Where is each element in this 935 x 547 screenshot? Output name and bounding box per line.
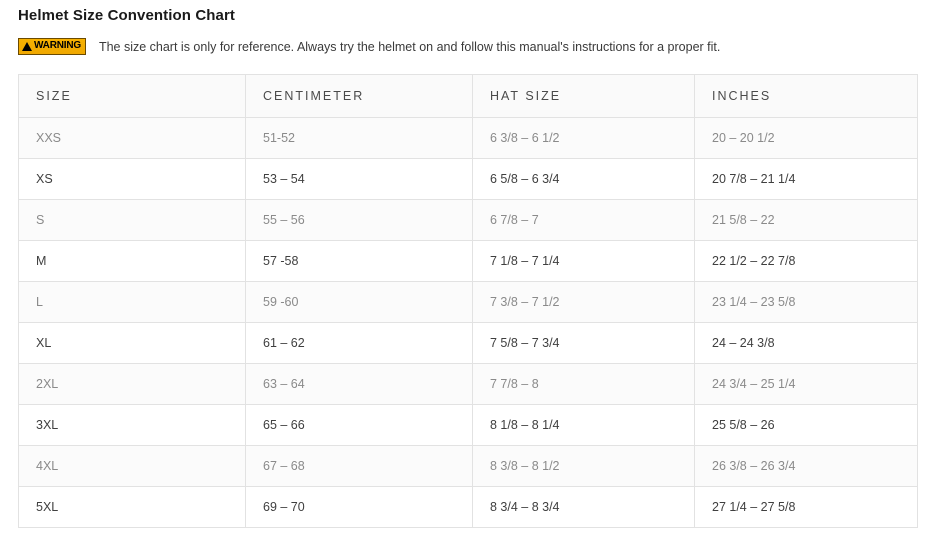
warning-badge	[18, 38, 86, 55]
cell-hat-size: 8 3/8 – 8 1/2	[473, 446, 695, 487]
table-row	[19, 446, 918, 487]
cell-inches: 24 – 24 3/8	[695, 323, 918, 364]
warning-notice-text: The size chart is only for reference. Always try the helmet on and follow this manual's instructions for a proper fit.	[98, 39, 721, 54]
warning-notice	[18, 38, 917, 55]
cell-hat-size: 7 3/8 – 7 1/2	[473, 282, 695, 323]
table-header-row	[19, 75, 918, 118]
table-row	[19, 487, 918, 528]
cell-hat-size: 7 5/8 – 7 3/4	[473, 323, 695, 364]
cell-size: 5XL	[19, 487, 246, 528]
table-row	[19, 200, 918, 241]
table-header	[19, 75, 918, 118]
column-header-hat-size: HAT SIZE	[473, 75, 695, 118]
cell-inches: 20 7/8 – 21 1/4	[695, 159, 918, 200]
cell-hat-size: 7 7/8 – 8	[473, 364, 695, 405]
table-row	[19, 405, 918, 446]
cell-inches: 27 1/4 – 27 5/8	[695, 487, 918, 528]
table-row	[19, 323, 918, 364]
cell-size: XS	[19, 159, 246, 200]
page-title: Helmet Size Convention Chart	[18, 7, 235, 24]
cell-size: 3XL	[19, 405, 246, 446]
cell-centimeter: 61 – 62	[246, 323, 473, 364]
cell-inches: 25 5/8 – 26	[695, 405, 918, 446]
cell-size: XXS	[19, 118, 246, 159]
cell-hat-size: 6 5/8 – 6 3/4	[473, 159, 695, 200]
table-row	[19, 159, 918, 200]
cell-hat-size: 6 3/8 – 6 1/2	[473, 118, 695, 159]
cell-centimeter: 59 -60	[246, 282, 473, 323]
cell-inches: 26 3/8 – 26 3/4	[695, 446, 918, 487]
cell-size: M	[19, 241, 246, 282]
cell-centimeter: 57 -58	[246, 241, 473, 282]
cell-inches: 24 3/4 – 25 1/4	[695, 364, 918, 405]
warning-badge-label: WARNING	[34, 40, 81, 51]
table-row	[19, 364, 918, 405]
cell-centimeter: 65 – 66	[246, 405, 473, 446]
cell-centimeter: 67 – 68	[246, 446, 473, 487]
cell-hat-size: 7 1/8 – 7 1/4	[473, 241, 695, 282]
cell-centimeter: 53 – 54	[246, 159, 473, 200]
cell-size: S	[19, 200, 246, 241]
cell-hat-size: 8 3/4 – 8 3/4	[473, 487, 695, 528]
cell-centimeter: 69 – 70	[246, 487, 473, 528]
cell-centimeter: 51-52	[246, 118, 473, 159]
cell-size: L	[19, 282, 246, 323]
size-chart-table	[18, 74, 918, 528]
cell-size: XL	[19, 323, 246, 364]
column-header-size: SIZE	[19, 75, 246, 118]
table-row	[19, 241, 918, 282]
warning-triangle-icon	[22, 42, 32, 51]
cell-hat-size: 6 7/8 – 7	[473, 200, 695, 241]
cell-inches: 20 – 20 1/2	[695, 118, 918, 159]
cell-inches: 21 5/8 – 22	[695, 200, 918, 241]
cell-size: 4XL	[19, 446, 246, 487]
column-header-inches: INCHES	[695, 75, 918, 118]
cell-inches: 22 1/2 – 22 7/8	[695, 241, 918, 282]
cell-size: 2XL	[19, 364, 246, 405]
cell-centimeter: 63 – 64	[246, 364, 473, 405]
cell-centimeter: 55 – 56	[246, 200, 473, 241]
column-header-centimeter: CENTIMETER	[246, 75, 473, 118]
cell-inches: 23 1/4 – 23 5/8	[695, 282, 918, 323]
table-body	[19, 118, 918, 528]
table-row	[19, 282, 918, 323]
table-row	[19, 118, 918, 159]
cell-hat-size: 8 1/8 – 8 1/4	[473, 405, 695, 446]
